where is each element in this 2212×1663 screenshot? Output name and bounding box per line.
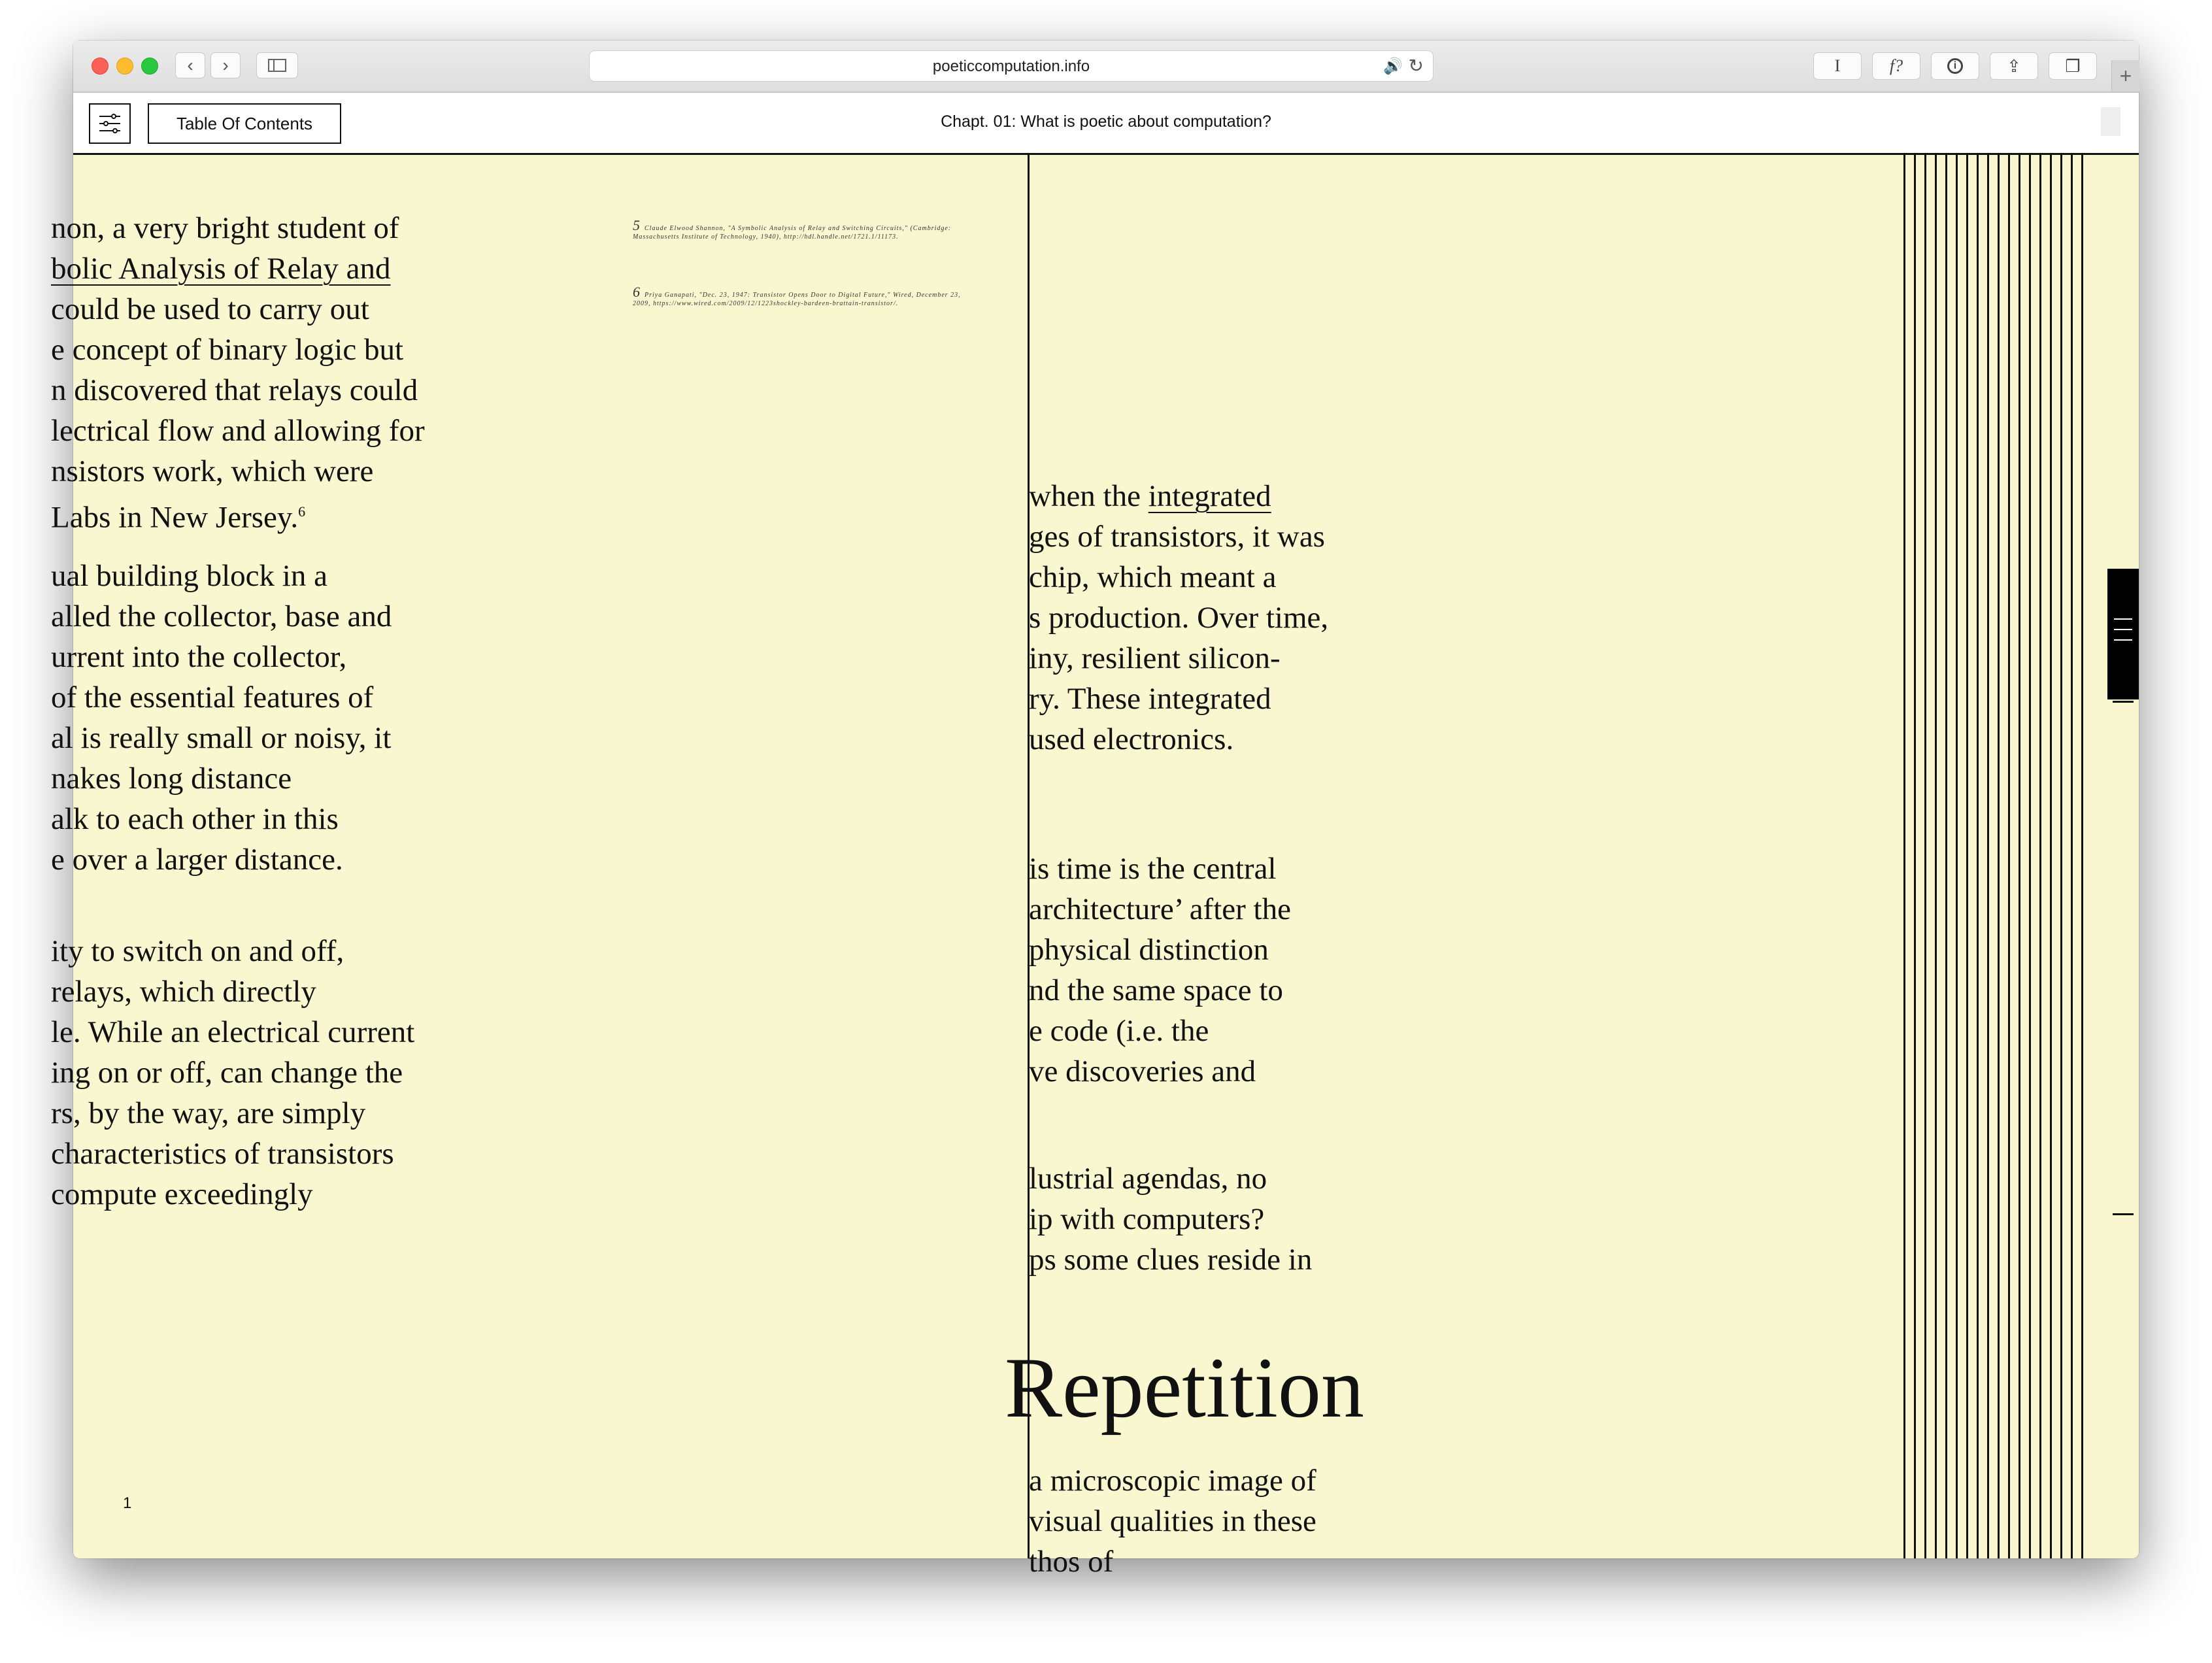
close-window-button[interactable]: [92, 58, 109, 75]
audio-icon[interactable]: 🔊: [1383, 58, 1403, 75]
text-line: ing on or off, can change the: [51, 1056, 403, 1090]
text-line: e concept of binary logic but: [51, 333, 404, 367]
scrollbar-thumb[interactable]: [2107, 569, 2139, 699]
text-line: non, a very bright student of: [51, 211, 399, 245]
text-line: architecture’ after the: [1029, 892, 1291, 926]
footnote-text: Claude Elwood Shannon, "A Symbolic Analysis of Relay and Switching Circuits," (Cambridge:: [645, 225, 952, 232]
text-line: of the essential features of: [51, 680, 374, 714]
text-line: e code (i.e. the: [1029, 1014, 1209, 1048]
inline-link[interactable]: bolic Analysis of Relay and: [51, 252, 391, 286]
share-icon: ⇪: [2007, 56, 2021, 76]
new-tab-button[interactable]: [2111, 60, 2139, 92]
text-line: ges of transistors, it was: [1029, 520, 1325, 554]
footnote: [633, 217, 952, 241]
chapter-title: Chapt. 01: What is poetic about computation?: [941, 112, 1271, 131]
footnote-number: 5: [633, 217, 641, 233]
function-icon: f?: [1889, 56, 1903, 75]
page-edge-line: [2071, 153, 2073, 1558]
text-line: thos of: [1029, 1545, 1114, 1579]
page-edge-line: [1945, 153, 1947, 1558]
text-line: n discovered that relays could: [51, 373, 418, 407]
page-edge-line: [2008, 153, 2010, 1558]
text-cursor-icon: I: [1834, 56, 1841, 75]
text-line: nakes long distance: [51, 762, 292, 796]
text-line: used electronics.: [1029, 722, 1234, 756]
text-line: ual building block in a: [51, 559, 327, 593]
tabs-icon: ❐: [2065, 56, 2081, 76]
page-edge-line: [1903, 153, 1905, 1558]
info-button[interactable]: [1931, 52, 1979, 80]
text-line: lustrial agendas, no: [1029, 1162, 1267, 1196]
function-button[interactable]: [1872, 52, 1920, 80]
text-line: physical distinction: [1029, 933, 1269, 967]
text-line: iny, resilient silicon-: [1029, 641, 1281, 675]
page-edge-line: [2050, 153, 2052, 1558]
scroll-marker: [2113, 1213, 2134, 1215]
text-line: alled the collector, base and: [51, 599, 392, 633]
text-line: a microscopic image of: [1029, 1464, 1316, 1498]
footnote-ref[interactable]: 6: [298, 503, 306, 520]
reload-icon[interactable]: ↻: [1408, 56, 1424, 76]
tabs-button[interactable]: [2049, 52, 2097, 80]
forward-button[interactable]: [210, 52, 241, 78]
new-tab-icon: +: [2119, 63, 2132, 88]
page-edge-line: [1966, 153, 1968, 1558]
text-line: is time is the central: [1029, 852, 1277, 886]
text-line: le. While an electrical current: [51, 1015, 415, 1049]
scroll-marker: [2113, 701, 2134, 703]
text-line: s production. Over time,: [1029, 601, 1329, 635]
text-line: e over a larger distance.: [51, 843, 343, 877]
footnote-text: Priya Ganapati, "Dec. 23, 1947: Transistor Opens Door to Digital Future," Wired, December 23,: [645, 292, 961, 299]
page-edge-line: [2019, 153, 2020, 1558]
forward-icon: ›: [222, 55, 229, 75]
page-edge-line: [1924, 153, 1926, 1558]
text-line: al is really small or noisy, it: [51, 721, 392, 755]
text-line: ve discoveries and: [1029, 1054, 1256, 1088]
text-line: nsistors work, which were: [51, 454, 374, 488]
text-line: urrent into the collector,: [51, 640, 347, 674]
sidebar-toggle-button[interactable]: [256, 52, 298, 78]
text-line: rs, by the way, are simply: [51, 1096, 366, 1130]
share-button[interactable]: [1990, 52, 2038, 80]
info-icon: i: [1947, 58, 1963, 74]
footnote-text: 2009, https://www.wired.com/2009/12/1223shockley-bardeen-brattain-transistor/.: [633, 300, 899, 307]
book-spread: [51, 153, 2139, 1579]
text-line: alk to each other in this: [51, 802, 339, 836]
minimize-window-button[interactable]: [116, 58, 133, 75]
text-line: relays, which directly: [51, 975, 316, 1009]
table-of-contents-button[interactable]: Table Of Contents: [148, 103, 341, 144]
page-edge-line: [2081, 153, 2083, 1558]
text-line: ry. These integrated: [1029, 682, 1271, 716]
page-edge-line: [1998, 153, 2000, 1558]
footnote-text: Massachusetts Institute of Technology, 1940), http://hdl.handle.net/1721.1/11173.: [633, 233, 899, 241]
page-edge-line: [1914, 153, 1916, 1558]
text-line: Labs in New Jersey.$^6$: [51, 500, 306, 535]
page-edge-line: [2029, 153, 2031, 1558]
text-line: visual qualities in these: [1029, 1504, 1316, 1538]
footnote: [633, 284, 961, 308]
text-cursor-button[interactable]: [1813, 52, 1862, 80]
sidebar-icon: [268, 59, 286, 72]
text-line: [51, 248, 391, 289]
page-edge-line: [2060, 153, 2062, 1558]
page-edge-line: [1987, 153, 1989, 1558]
page-edge-line: [1956, 153, 1958, 1558]
zoom-window-button[interactable]: [141, 58, 158, 75]
text-line: chip, which meant a: [1029, 560, 1277, 594]
text-line: nd the same space to: [1029, 973, 1283, 1007]
footnote-number: 6: [633, 284, 641, 300]
back-button[interactable]: [175, 52, 205, 78]
page-number: 1: [123, 1494, 132, 1512]
page-edge-line: [1977, 153, 1979, 1558]
text-line: could be used to carry out: [51, 292, 369, 326]
inline-link[interactable]: integrated: [1148, 479, 1271, 513]
section-heading: Repetition: [1005, 1339, 1364, 1436]
browser-toolbar: [73, 41, 2139, 93]
back-icon: ‹: [187, 55, 193, 75]
page-edge-line: [1935, 153, 1937, 1558]
reader-header: [73, 93, 2139, 155]
text-line: characteristics of transistors: [51, 1137, 394, 1171]
text-line: when the integrated: [1029, 479, 1271, 513]
page-edge-line: [2039, 153, 2041, 1558]
address-bar[interactable]: [590, 51, 1433, 81]
text-line: ity to switch on and off,: [51, 934, 344, 968]
bookmark-icon[interactable]: [2101, 107, 2120, 136]
browser-window: [51, 41, 2139, 1579]
text-line: compute exceedingly: [51, 1177, 313, 1211]
text-line: ps some clues reside in: [1029, 1243, 1313, 1277]
text-line: lectrical flow and allowing for: [51, 414, 425, 448]
url-text: poeticcomputation.info: [932, 58, 1090, 75]
text-line: ip with computers?: [1029, 1202, 1265, 1236]
